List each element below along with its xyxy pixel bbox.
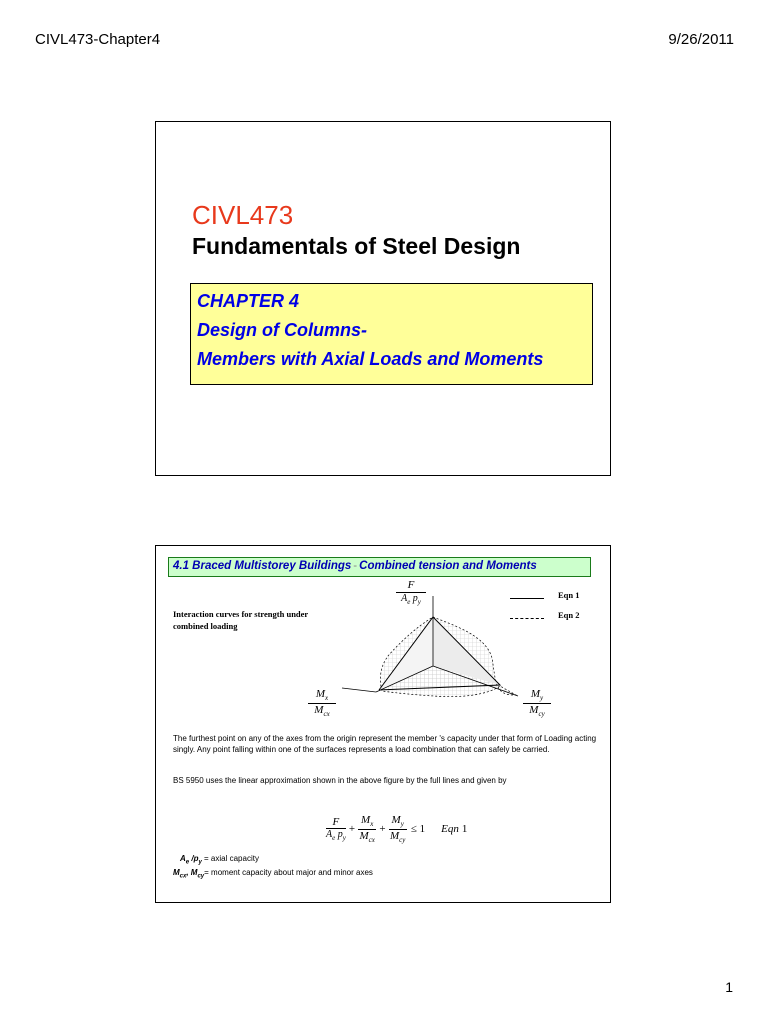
axis-right-den-sub: cy xyxy=(538,710,545,719)
eq-term2-numerator xyxy=(358,814,376,829)
def2-text: = moment capacity about major and minor axes xyxy=(204,868,373,877)
paragraph-1: The furthest point on any of the axes from the origin represent the member 's capacity under that form of Loading acting singly. Any point falling within one of the surfaces represents a load combination that can safely be carried. xyxy=(173,734,597,754)
def2-symbol-m: M xyxy=(173,868,180,877)
eq-label-number: 1 xyxy=(461,823,468,835)
eq-t2-den-m: M xyxy=(359,829,369,842)
axis-top-den-a: A xyxy=(401,593,408,604)
figure-caption-line-2: combined loading xyxy=(173,621,238,631)
interaction-equation xyxy=(326,810,467,848)
eq-rhs: ≤ 1 xyxy=(410,823,426,835)
axis-top-denominator xyxy=(396,593,426,606)
section-heading-separator: - xyxy=(353,560,358,572)
axis-left-ext xyxy=(342,688,376,692)
axis-left-den-m: M xyxy=(314,704,324,717)
figure-caption-line-1: Interaction curves for strength under xyxy=(173,609,309,619)
section-heading-sub: Combined tension and Moments xyxy=(359,560,537,572)
eq-t1-den-sub-y: y xyxy=(342,834,346,842)
eq-t1-den-sub-e: e xyxy=(332,834,336,842)
axis-label-right xyxy=(523,688,551,718)
def1-sub-e: e xyxy=(185,859,190,866)
definition-moment xyxy=(173,867,373,883)
chapter-box xyxy=(190,283,593,385)
axis-left-num-m: M xyxy=(315,688,326,700)
legend-eqn-1: Eqn 1 xyxy=(558,590,580,600)
chapter-label: CHAPTER 4 xyxy=(197,291,300,311)
eq-plus-1: + xyxy=(348,823,356,835)
axis-right-numerator xyxy=(523,688,551,704)
eq-plus-2: + xyxy=(379,823,386,835)
axis-right-num-sub: y xyxy=(540,694,544,703)
axis-right-den-m: M xyxy=(529,704,539,717)
def1-text: = axial capacity xyxy=(201,854,259,863)
eq-t1-den-a: A xyxy=(326,829,333,840)
def1-symbol-p: /p xyxy=(189,854,199,863)
axis-top-den-sub-y: y xyxy=(417,598,421,606)
chapter-line-2: Members with Axial Loads and Moments xyxy=(197,349,544,369)
section-heading-main: 4.1 Braced Multistorey Buildings xyxy=(173,560,352,572)
eq-term3-denominator xyxy=(389,830,407,844)
eq-t3-num-sub: y xyxy=(400,820,404,829)
axis-left-numerator xyxy=(308,688,336,704)
chapter-line-1: Design of Columns- xyxy=(197,320,367,340)
slide-1 xyxy=(155,121,611,476)
eq-term3-numerator xyxy=(389,814,407,829)
legend-eqn-2: Eqn 2 xyxy=(558,610,580,620)
eq-t3-den-sub: cy xyxy=(399,835,406,844)
eq-t3-den-m: M xyxy=(389,829,400,842)
paragraph-2: BS 5950 uses the linear approximation shown in the above figure by the full lines and given by xyxy=(173,776,507,785)
eq-t2-den-sub: cx xyxy=(368,835,375,844)
eq-t2-num-m: M xyxy=(361,814,371,827)
axis-top-den-p: p xyxy=(410,593,418,604)
axis-left-den-sub: cx xyxy=(323,710,330,719)
axis-label-left xyxy=(308,688,336,718)
eq-label: Eqn xyxy=(441,823,459,835)
course-title: Fundamentals of Steel Design xyxy=(192,233,521,259)
eq-t2-num-sub: x xyxy=(370,820,374,829)
axis-label-top xyxy=(396,579,426,606)
eq-term-minor-moment xyxy=(389,814,407,843)
axis-right-num-m: M xyxy=(530,688,541,700)
slide-2 xyxy=(155,545,611,903)
def2-sub-cx: cx xyxy=(179,873,187,880)
axis-left-num-sub: x xyxy=(325,694,329,703)
eq-term-axial xyxy=(326,816,346,842)
axis-top-den-sub-e: e xyxy=(407,598,411,606)
axis-top-numerator: F xyxy=(396,579,426,593)
axis-left-denominator xyxy=(308,704,336,718)
eq-term2-denominator xyxy=(358,830,376,844)
page-number: 1 xyxy=(725,979,733,995)
axis-right-denominator xyxy=(523,704,551,718)
def1-symbol-a: A xyxy=(180,854,186,863)
eq-term1-denominator xyxy=(326,829,346,842)
def1-sub-y: y xyxy=(198,859,202,866)
def2-symbol-m2: , M xyxy=(186,868,198,877)
eq-t1-den-p: p xyxy=(335,829,343,840)
def2-sub-cy: cy xyxy=(197,873,205,880)
eq-t3-num-m: M xyxy=(391,814,401,827)
eq-term1-numerator: F xyxy=(326,816,346,829)
document-title: CIVL473-Chapter4 xyxy=(35,31,161,48)
eq-term-major-moment xyxy=(358,814,376,843)
document-date: 9/26/2011 xyxy=(668,31,734,48)
course-code: CIVL473 xyxy=(192,200,294,230)
